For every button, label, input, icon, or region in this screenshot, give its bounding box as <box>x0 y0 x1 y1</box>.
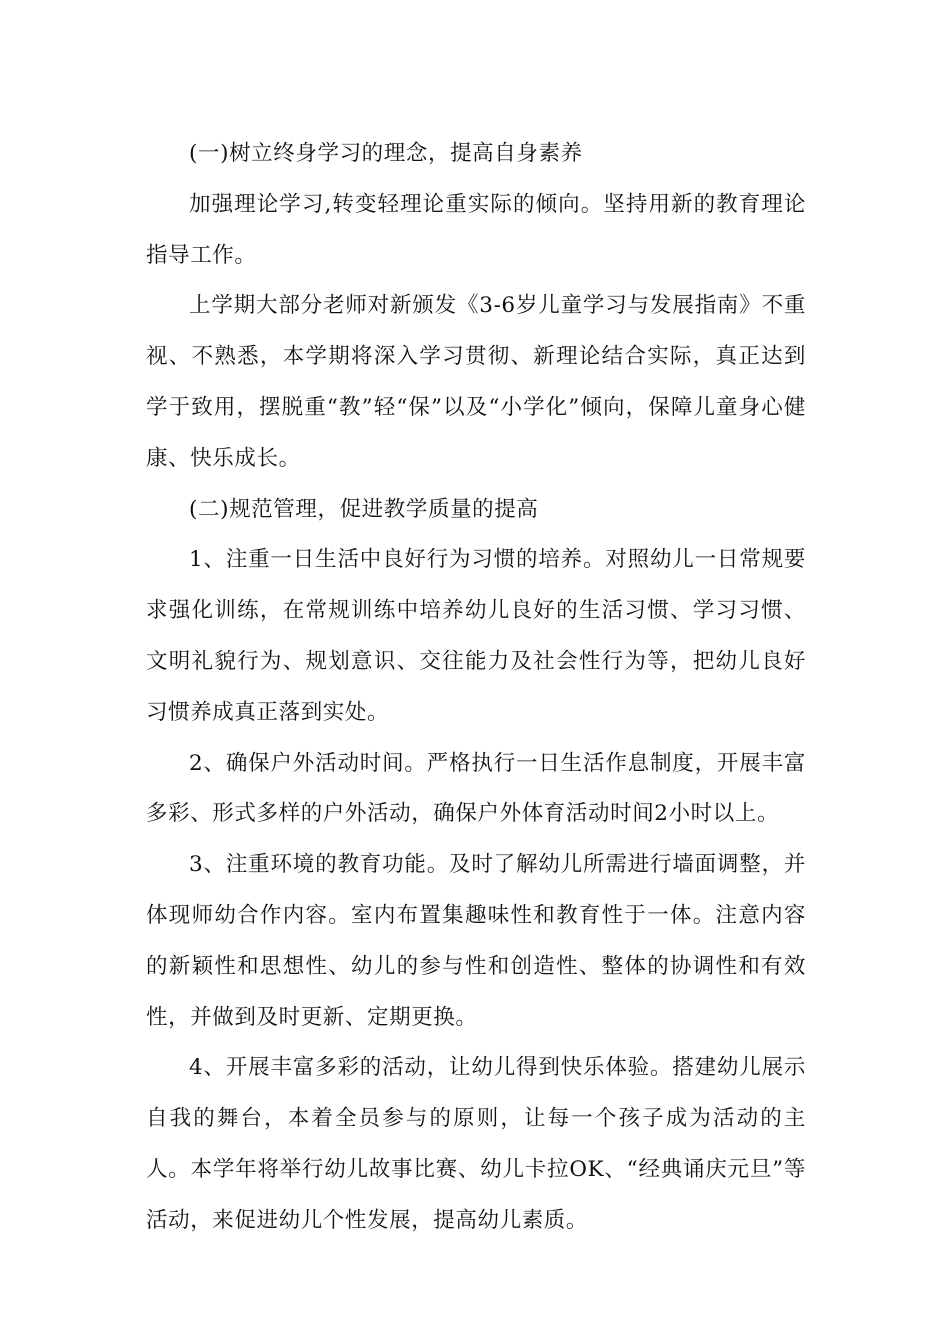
list-item-2: 2、确保户外活动时间。严格执行一日生活作息制度，开展丰富多彩、形式多样的户外活动，确保户外体育活动时间2小时以上。 <box>146 750 806 827</box>
list-item-1: 1、注重一日生活中良好行为习惯的培养。对照幼儿一日常规要求强化训练，在常规训练中培养幼儿良好的生活习惯、学习习惯、文明礼貌行为、规划意识、交往能力及社会性行为等，把幼儿良好习惯养成真正落到实处。 <box>146 547 806 725</box>
section-heading-2: (二)规范管理，促进教学质量的提高 <box>189 496 539 522</box>
document-body <box>146 129 806 1247</box>
list-item-3: 3、注重环境的教育功能。及时了解幼儿所需进行墙面调整，并体现师幼合作内容。室内布置集趣味性和教育性于一体。注意内容的新颖性和思想性、幼儿的参与性和创造性、整体的协调性和有效性，并做到及时更新、定期更换。 <box>146 852 806 1030</box>
paragraph-guideline: 上学期大部分老师对新颁发《3-6岁儿童学习与发展指南》不重视、不熟悉，本学期将深入学习贯彻、新理论结合实际，真正达到学于致用，摆脱重“教”轻“保”以及“小学化”倾向，保障儿童身心健康、快乐成长。 <box>146 293 806 471</box>
list-item-4: 4、开展丰富多彩的活动，让幼儿得到快乐体验。搭建幼儿展示自我的舞台，本着全员参与的原则，让每一个孩子成为活动的主人。本学年将举行幼儿故事比赛、幼儿卡拉OK、“经典诵庆元旦”等活动，来促进幼儿个性发展，提高幼儿素质。 <box>146 1055 806 1233</box>
section-heading-1: (一)树立终身学习的理念，提高自身素养 <box>189 141 583 166</box>
paragraph-theory-study: 加强理论学习,转变轻理论重实际的倾向。坚持用新的教育理论指导工作。 <box>146 191 806 268</box>
